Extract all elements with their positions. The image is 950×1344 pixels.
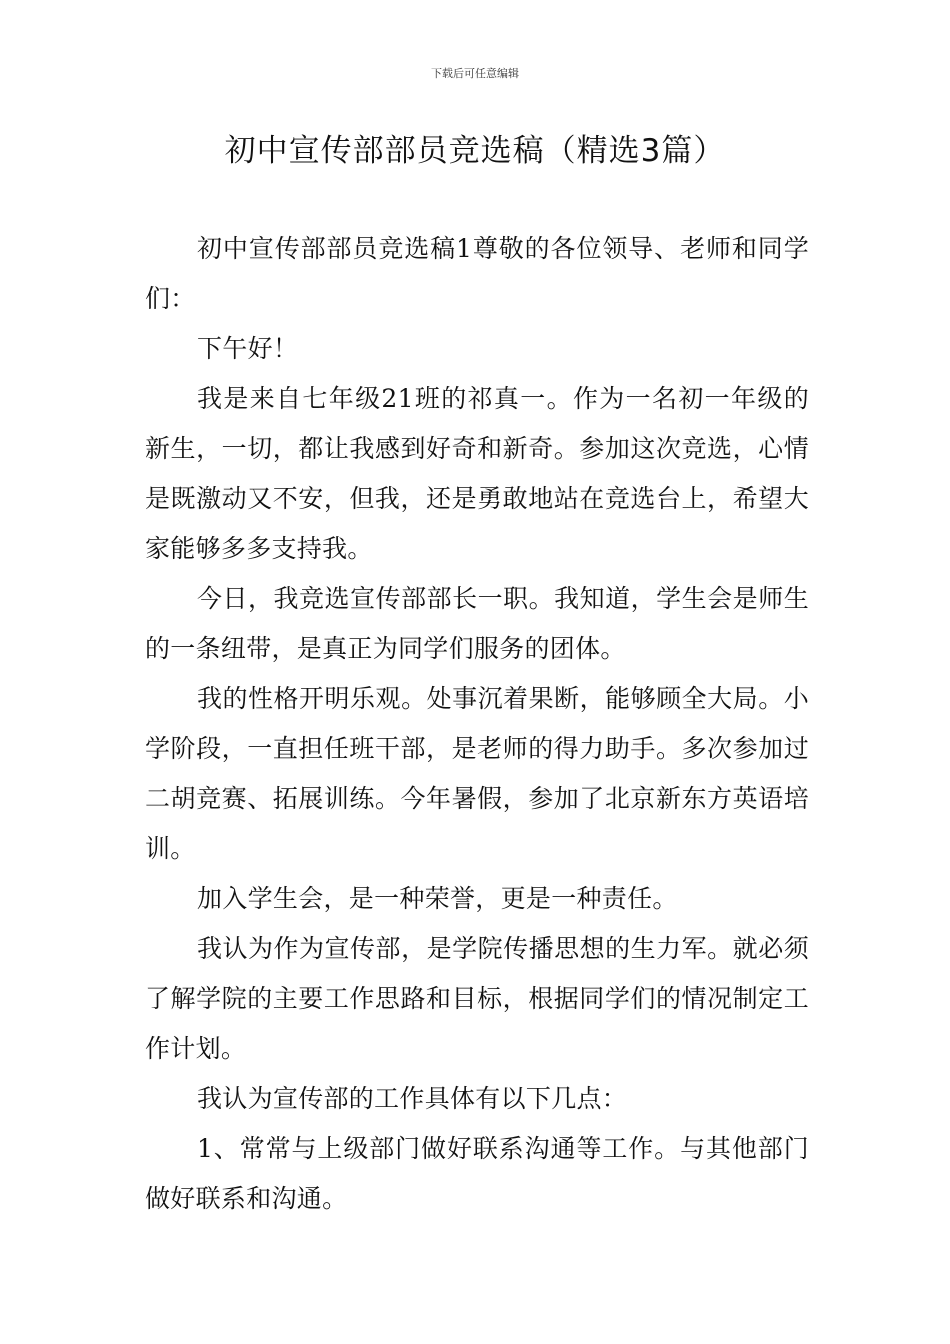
document-title: 初中宣传部部员竞选稿（精选3篇） (224, 133, 726, 169)
paragraph: 我的性格开明乐观。处事沉着果断，能够顾全大局。小学阶段，一直担任班干部，是老师的得力助手。多次参加过二胡竞赛、拓展训练。今年暑假，参加了北京新东方英语培训。 (145, 684, 809, 863)
paragraph: 加入学生会，是一种荣誉，更是一种责任。 (197, 884, 678, 913)
paragraph: 我是来自七年级21班的祁真一。作为一名初一年级的新生，一切，都让我感到好奇和新奇。参加这次竞选，心情是既激动又不安，但我，还是勇敢地站在竞选台上，希望大家能够多多支持我。 (145, 384, 809, 563)
document-body (145, 224, 809, 1224)
paragraph: 下午好！ (197, 334, 299, 363)
paragraph: 初中宣传部部员竞选稿1尊敬的各位领导、老师和同学们： (145, 234, 809, 313)
paragraph: 我认为作为宣传部，是学院传播思想的生力军。就必须了解学院的主要工作思路和目标，根据同学们的情况制定工作计划。 (145, 934, 809, 1063)
paragraph: 1、常常与上级部门做好联系沟通等工作。与其他部门做好联系和沟通。 (145, 1134, 809, 1213)
paragraph: 我认为宣传部的工作具体有以下几点： (197, 1084, 628, 1113)
paragraph: 今日，我竞选宣传部部长一职。我知道，学生会是师生的一条纽带，是真正为同学们服务的团体。 (145, 584, 809, 663)
header-note: 下载后可任意编辑 (431, 67, 519, 80)
